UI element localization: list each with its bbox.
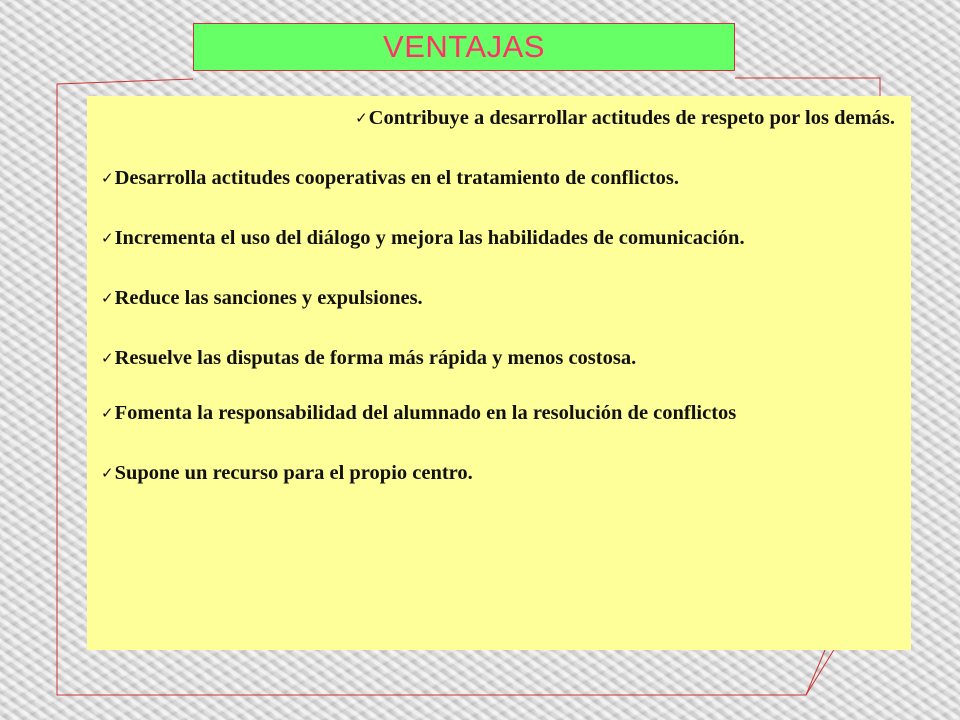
slide-title: VENTAJAS bbox=[383, 29, 545, 64]
advantages-panel bbox=[87, 96, 911, 650]
list-item: ✓Incrementa el uso del diálogo y mejora las habilidades de comunicación. bbox=[101, 227, 745, 249]
checkmark-icon: ✓ bbox=[355, 109, 368, 127]
checkmark-icon: ✓ bbox=[101, 289, 114, 307]
checkmark-icon: ✓ bbox=[101, 464, 114, 482]
list-item: ✓Resuelve las disputas de forma más rápida y menos costosa. bbox=[101, 347, 637, 369]
list-item: ✓Fomenta la responsabilidad del alumnado en la resolución de conflictos bbox=[101, 402, 737, 424]
list-item: ✓Supone un recurso para el propio centro. bbox=[101, 462, 473, 484]
checkmark-icon: ✓ bbox=[101, 169, 114, 187]
list-item: ✓Desarrolla actitudes cooperativas en el tratamiento de conflictos. bbox=[101, 167, 679, 189]
list-item: ✓Reduce las sanciones y expulsiones. bbox=[101, 287, 423, 309]
checkmark-icon: ✓ bbox=[101, 229, 114, 247]
title-banner bbox=[193, 23, 735, 71]
list-item: ✓Contribuye a desarrollar actitudes de respeto por los demás. bbox=[355, 107, 895, 129]
checkmark-icon: ✓ bbox=[101, 349, 114, 367]
checkmark-icon: ✓ bbox=[101, 404, 114, 422]
